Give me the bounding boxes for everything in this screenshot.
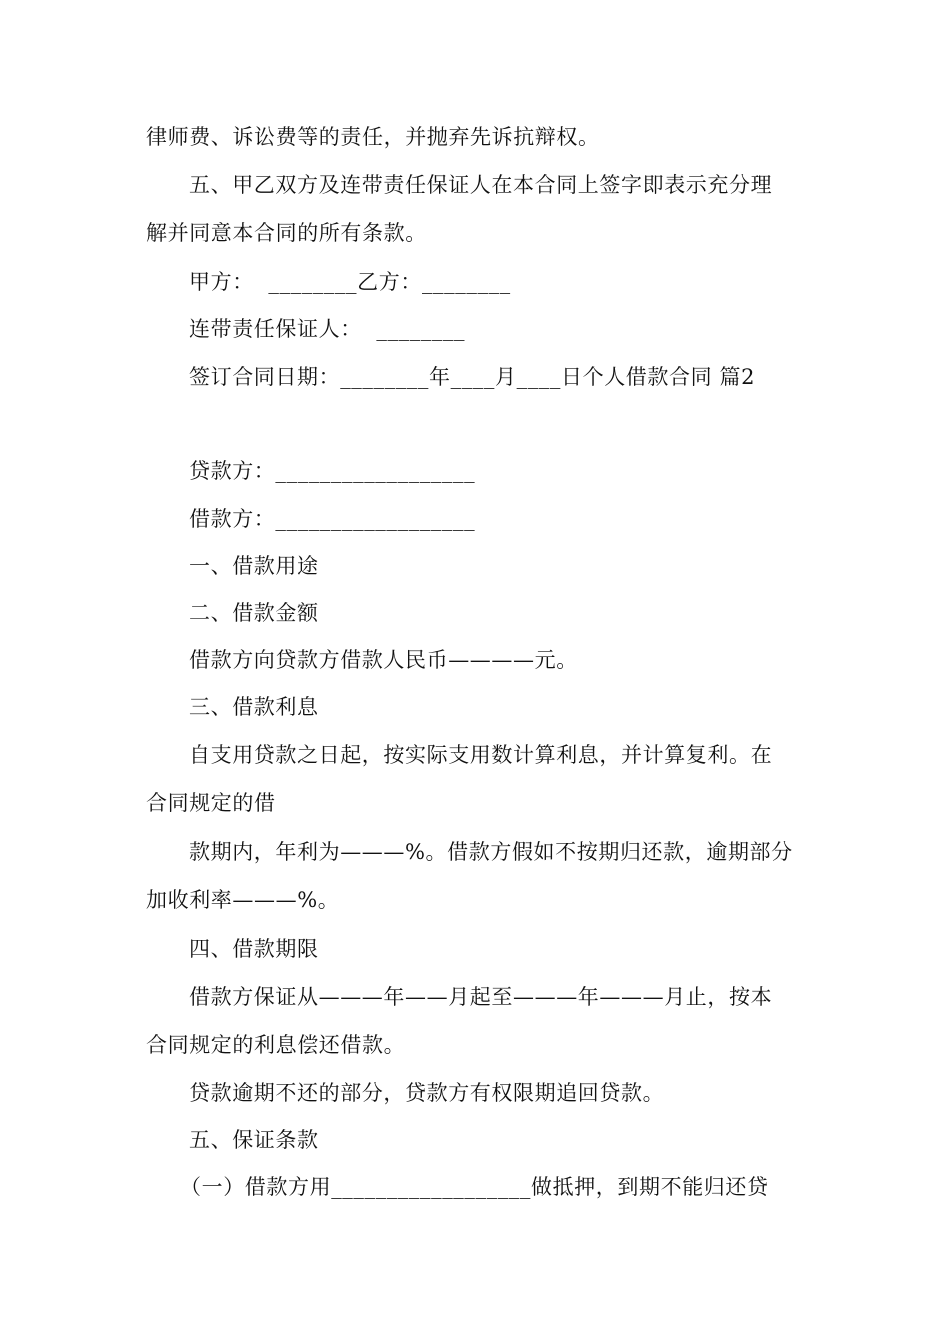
text-line: 借款方保证从———年——月起至———年———月止，按本 — [189, 985, 773, 1009]
text-line: 解并同意本合同的所有条款。 — [146, 221, 427, 245]
text-line: 合同规定的利息偿还借款。 — [146, 1033, 406, 1057]
borrower-line: 借款方：__________________ — [189, 507, 476, 531]
section-heading: 三、借款利息 — [189, 695, 319, 719]
party-a-b-signature-line: 甲方： ________乙方：________ — [189, 270, 511, 294]
clause-five-line: 五、甲乙双方及连带责任保证人在本合同上签字即表示充分理 — [189, 173, 773, 197]
section-heading: 二、借款金额 — [189, 601, 319, 625]
text-line: （一）借款方用__________________做抵押，到期不能归还贷 — [180, 1175, 769, 1199]
text-line: 款期内，年利为———%。借款方假如不按期归还款，逾期部分 — [189, 840, 793, 864]
section-heading: 一、借款用途 — [189, 554, 319, 578]
lender-line: 贷款方：__________________ — [189, 459, 476, 483]
text-line: 自支用贷款之日起，按实际支用数计算利息，并计算复利。在 — [189, 743, 773, 767]
signing-date-line: 签订合同日期：________年____月____日个人借款合同 篇2 — [189, 365, 756, 389]
text-line: 律师费、诉讼费等的责任，并抛弃先诉抗辩权。 — [146, 125, 600, 149]
section-heading: 四、借款期限 — [189, 937, 319, 961]
guarantor-signature-line: 连带责任保证人： ________ — [189, 317, 466, 341]
text-line: 借款方向贷款方借款人民币————元。 — [189, 648, 578, 672]
text-line: 加收利率———%。 — [146, 888, 340, 912]
section-heading: 五、保证条款 — [189, 1128, 319, 1152]
text-line: 合同规定的借 — [146, 791, 276, 815]
text-line: 贷款逾期不还的部分，贷款方有权限期追回贷款。 — [189, 1081, 665, 1105]
